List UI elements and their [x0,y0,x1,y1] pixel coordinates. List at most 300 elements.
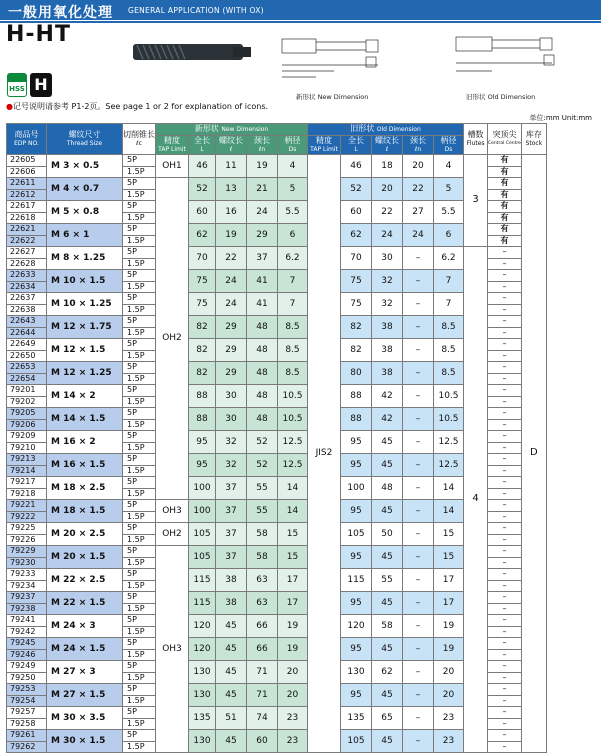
old-thread-length-cell: 24 [372,224,403,247]
old-tap-limit-cell: JIS2 [308,155,341,753]
new-thread-length-cell: 37 [216,546,247,569]
col-center: 突顶尖 Central Centre [488,124,522,155]
edp-cell: 79246 [7,649,47,661]
new-neck-cell: 55 [247,477,278,500]
edp-cell: 22618 [7,212,47,224]
new-length-cell: 130 [189,661,216,684]
chamfer-cell: 1.5P [123,511,156,523]
old-length-cell: 95 [341,638,372,661]
old-length-cell: 130 [341,661,372,684]
center-cell: – [488,270,522,282]
edp-cell: 79210 [7,442,47,454]
old-thread-length-cell: 45 [372,684,403,707]
old-length-cell: 105 [341,730,372,753]
edp-cell: 79217 [7,477,47,489]
new-neck-cell: 24 [247,201,278,224]
chamfer-cell: 5P [123,569,156,581]
new-shank-cell: 8.5 [278,339,308,362]
edp-cell: 79226 [7,534,47,546]
chamfer-cell: 1.5P [123,580,156,592]
edp-cell: 22654 [7,373,47,385]
old-neck-cell: – [403,339,434,362]
center-cell: – [488,615,522,627]
old-thread-length-cell: 45 [372,592,403,615]
new-length-cell: 46 [189,155,216,178]
old-shank-cell: 19 [434,638,464,661]
thread-size-cell: M 8 × 1.25 [47,247,123,270]
edp-cell: 79254 [7,695,47,707]
new-length-cell: 95 [189,454,216,477]
thread-size-cell: M 14 × 2 [47,385,123,408]
new-length-cell: 105 [189,523,216,546]
thread-size-cell: M 3 × 0.5 [47,155,123,178]
thread-size-cell: M 16 × 1.5 [47,454,123,477]
new-thread-length-cell: 13 [216,178,247,201]
new-neck-cell: 63 [247,569,278,592]
edp-cell: 22643 [7,316,47,328]
old-neck-cell: – [403,592,434,615]
edp-cell: 22606 [7,166,47,178]
old-shank-cell: 20 [434,661,464,684]
new-neck-cell: 37 [247,247,278,270]
center-cell: – [488,362,522,374]
center-cell: – [488,477,522,489]
old-neck-cell: – [403,707,434,730]
edp-cell: 79249 [7,661,47,673]
new-dimension-diagram [266,31,396,89]
chamfer-cell: 5P [123,316,156,328]
chamfer-cell: 5P [123,385,156,397]
chamfer-cell: 5P [123,247,156,259]
new-shank-cell: 5.5 [278,201,308,224]
center-cell: – [488,684,522,696]
old-shank-cell: 8.5 [434,316,464,339]
edp-cell: 79234 [7,580,47,592]
old-length-cell: 75 [341,293,372,316]
old-neck-cell: 27 [403,201,434,224]
new-tap-limit-cell: OH1 [156,155,189,178]
spec-table [6,123,547,753]
old-length-cell: 82 [341,316,372,339]
new-neck-cell: 71 [247,661,278,684]
col-stock: 库存 Stock [521,124,546,155]
new-shank-cell: 5 [278,178,308,201]
edp-cell: 79201 [7,385,47,397]
chamfer-cell: 5P [123,615,156,627]
col-old-tap-limit: 精度 TAP Limit [308,136,341,155]
old-length-cell: 88 [341,385,372,408]
edp-cell: 22617 [7,201,47,213]
center-cell: – [488,511,522,523]
new-length-cell: 100 [189,477,216,500]
old-shank-cell: 20 [434,684,464,707]
old-length-cell: 88 [341,408,372,431]
edp-cell: 79218 [7,488,47,500]
new-length-cell: 75 [189,270,216,293]
old-thread-length-cell: 50 [372,523,403,546]
col-thread: 螺纹尺寸 Thread Size [47,124,123,155]
chamfer-cell: 1.5P [123,419,156,431]
col-old-shank: 柄径 Ds [434,136,464,155]
units-label: 单位:mm Unit:mm [529,114,592,122]
old-length-cell: 95 [341,500,372,523]
thread-size-cell: M 12 × 1.25 [47,362,123,385]
old-shank-cell: 6.2 [434,247,464,270]
chamfer-cell: 1.5P [123,672,156,684]
edp-cell: 79262 [7,741,47,753]
thread-size-cell: M 30 × 3.5 [47,707,123,730]
chamfer-cell: 5P [123,201,156,213]
new-neck-cell: 29 [247,224,278,247]
edp-cell: 79233 [7,569,47,581]
new-thread-length-cell: 22 [216,247,247,270]
new-thread-length-cell: 24 [216,270,247,293]
chamfer-cell: 1.5P [123,350,156,362]
center-cell: 有 [488,155,522,167]
edp-cell: 79222 [7,511,47,523]
chamfer-cell: 1.5P [123,258,156,270]
table-row [7,247,547,259]
old-thread-length-cell: 38 [372,362,403,385]
col-edp: 商品号 EDP NO. [7,124,47,155]
center-cell: – [488,707,522,719]
chamfer-cell: 1.5P [123,626,156,638]
new-length-cell: 62 [189,224,216,247]
old-shank-cell: 15 [434,523,464,546]
edp-cell: 79258 [7,718,47,730]
center-cell: – [488,316,522,328]
new-thread-length-cell: 29 [216,316,247,339]
old-length-cell: 115 [341,569,372,592]
new-length-cell: 130 [189,730,216,753]
old-length-cell: 95 [341,546,372,569]
edp-cell: 22634 [7,281,47,293]
new-shank-cell: 23 [278,707,308,730]
edp-cell: 79206 [7,419,47,431]
edp-cell: 22628 [7,258,47,270]
col-flutes: 槽数 Flutes [464,124,488,155]
new-shank-cell: 7 [278,270,308,293]
new-thread-length-cell: 19 [216,224,247,247]
thread-size-cell: M 18 × 1.5 [47,500,123,523]
edp-cell: 79253 [7,684,47,696]
old-shank-cell: 17 [434,569,464,592]
chamfer-cell: 5P [123,362,156,374]
old-length-cell: 95 [341,684,372,707]
edp-cell: 79245 [7,638,47,650]
old-length-cell: 62 [341,224,372,247]
new-thread-length-cell: 38 [216,592,247,615]
new-tap-limit-cell: OH2 [156,178,189,500]
new-neck-cell: 74 [247,707,278,730]
new-length-cell: 82 [189,362,216,385]
col-new-tap-limit: 精度 TAP Limit [156,136,189,155]
old-neck-cell: – [403,500,434,523]
chamfer-cell: 1.5P [123,718,156,730]
center-cell: 有 [488,235,522,247]
new-neck-cell: 71 [247,684,278,707]
new-length-cell: 120 [189,638,216,661]
old-shank-cell: 14 [434,477,464,500]
edp-cell: 79257 [7,707,47,719]
center-cell: – [488,339,522,351]
old-length-cell: 75 [341,270,372,293]
new-thread-length-cell: 37 [216,523,247,546]
thread-size-cell: M 10 × 1.5 [47,270,123,293]
new-neck-cell: 52 [247,431,278,454]
center-cell: – [488,546,522,558]
old-thread-length-cell: 38 [372,339,403,362]
old-neck-cell: – [403,270,434,293]
new-neck-cell: 66 [247,638,278,661]
new-neck-cell: 48 [247,316,278,339]
old-neck-cell: – [403,316,434,339]
thread-size-cell: M 16 × 2 [47,431,123,454]
new-dimension-caption: 新形状 New Dimension [296,93,369,101]
center-cell: – [488,695,522,707]
thread-size-cell: M 27 × 3 [47,661,123,684]
new-thread-length-cell: 45 [216,615,247,638]
chamfer-cell: 5P [123,523,156,535]
center-cell: – [488,569,522,581]
chamfer-cell: 1.5P [123,465,156,477]
edp-cell: 22644 [7,327,47,339]
flutes-cell: 4 [464,247,488,753]
new-thread-length-cell: 45 [216,661,247,684]
center-cell: – [488,327,522,339]
edp-cell: 79250 [7,672,47,684]
thread-size-cell: M 12 × 1.5 [47,339,123,362]
new-shank-cell: 19 [278,638,308,661]
old-thread-length-cell: 22 [372,201,403,224]
new-tap-limit-cell: OH3 [156,546,189,753]
new-shank-cell: 10.5 [278,385,308,408]
thread-size-cell: M 24 × 3 [47,615,123,638]
new-thread-length-cell: 45 [216,730,247,753]
new-thread-length-cell: 16 [216,201,247,224]
thread-size-cell: M 20 × 1.5 [47,546,123,569]
old-shank-cell: 8.5 [434,362,464,385]
chamfer-cell: 5P [123,293,156,305]
col-new-shank: 柄径 Ds [278,136,308,155]
chamfer-cell: 5P [123,408,156,420]
edp-cell: 79261 [7,730,47,742]
thread-size-cell: M 22 × 2.5 [47,569,123,592]
old-neck-cell: 20 [403,155,434,178]
new-length-cell: 75 [189,293,216,316]
new-length-cell: 120 [189,615,216,638]
old-dimension-caption: 旧形状 Old Dimension [466,93,536,101]
old-shank-cell: 7 [434,293,464,316]
new-shank-cell: 15 [278,546,308,569]
center-cell: – [488,649,522,661]
new-length-cell: 60 [189,201,216,224]
new-length-cell: 135 [189,707,216,730]
center-cell: – [488,247,522,259]
old-shank-cell: 17 [434,592,464,615]
edp-cell: 79230 [7,557,47,569]
thread-size-cell: M 30 × 1.5 [47,730,123,753]
old-thread-length-cell: 65 [372,707,403,730]
new-thread-length-cell: 24 [216,293,247,316]
new-neck-cell: 48 [247,385,278,408]
new-shank-cell: 7 [278,293,308,316]
chamfer-cell: 1.5P [123,304,156,316]
new-thread-length-cell: 30 [216,385,247,408]
new-shank-cell: 12.5 [278,454,308,477]
new-length-cell: 115 [189,569,216,592]
new-thread-length-cell: 37 [216,477,247,500]
center-cell: – [488,592,522,604]
thread-size-cell: M 4 × 0.7 [47,178,123,201]
new-neck-cell: 48 [247,362,278,385]
new-neck-cell: 41 [247,270,278,293]
chamfer-cell: 1.5P [123,396,156,408]
old-neck-cell: – [403,431,434,454]
new-neck-cell: 41 [247,293,278,316]
center-cell: 有 [488,224,522,236]
old-neck-cell: – [403,293,434,316]
center-cell: – [488,500,522,512]
new-length-cell: 82 [189,339,216,362]
chamfer-cell: 5P [123,661,156,673]
new-shank-cell: 8.5 [278,362,308,385]
chamfer-cell: 5P [123,339,156,351]
old-thread-length-cell: 58 [372,615,403,638]
edp-cell: 79238 [7,603,47,615]
old-shank-cell: 8.5 [434,339,464,362]
old-dimension-diagram [440,29,575,87]
edp-cell: 22637 [7,293,47,305]
center-cell: – [488,431,522,443]
center-cell: – [488,661,522,673]
new-length-cell: 70 [189,247,216,270]
chamfer-cell: 1.5P [123,166,156,178]
new-shank-cell: 14 [278,477,308,500]
edp-cell: 79221 [7,500,47,512]
old-thread-length-cell: 42 [372,385,403,408]
new-thread-length-cell: 38 [216,569,247,592]
col-chamfer: 切削锥长 ℓc [123,124,156,155]
new-thread-length-cell: 11 [216,155,247,178]
center-cell: – [488,419,522,431]
new-length-cell: 100 [189,500,216,523]
center-cell: – [488,534,522,546]
table-row [7,155,547,167]
old-thread-length-cell: 48 [372,477,403,500]
old-neck-cell: – [403,615,434,638]
edp-cell: 79202 [7,396,47,408]
center-cell: – [488,258,522,270]
chamfer-cell: 1.5P [123,741,156,753]
chamfer-cell: 5P [123,270,156,282]
edp-cell: 22611 [7,178,47,190]
old-length-cell: 95 [341,592,372,615]
center-cell: – [488,523,522,535]
new-shank-cell: 8.5 [278,316,308,339]
old-shank-cell: 5 [434,178,464,201]
new-length-cell: 88 [189,408,216,431]
old-thread-length-cell: 32 [372,293,403,316]
old-thread-length-cell: 45 [372,730,403,753]
chamfer-cell: 5P [123,431,156,443]
chamfer-cell: 5P [123,477,156,489]
new-neck-cell: 55 [247,500,278,523]
edp-cell: 22653 [7,362,47,374]
center-cell: 有 [488,201,522,213]
header-rule [0,21,601,23]
old-neck-cell: 24 [403,224,434,247]
new-neck-cell: 19 [247,155,278,178]
new-shank-cell: 20 [278,684,308,707]
center-cell: – [488,730,522,742]
old-thread-length-cell: 62 [372,661,403,684]
old-neck-cell: – [403,523,434,546]
old-length-cell: 95 [341,431,372,454]
new-thread-length-cell: 32 [216,454,247,477]
edp-cell: 22621 [7,224,47,236]
edp-cell: 22650 [7,350,47,362]
old-neck-cell: – [403,684,434,707]
center-cell: – [488,293,522,305]
new-neck-cell: 52 [247,454,278,477]
old-neck-cell: – [403,408,434,431]
new-length-cell: 105 [189,546,216,569]
edp-cell: 79237 [7,592,47,604]
old-shank-cell: 7 [434,270,464,293]
new-neck-cell: 63 [247,592,278,615]
chamfer-cell: 5P [123,155,156,167]
chamfer-cell: 5P [123,592,156,604]
old-thread-length-cell: 45 [372,454,403,477]
new-thread-length-cell: 29 [216,362,247,385]
chamfer-cell: 5P [123,500,156,512]
old-neck-cell: – [403,569,434,592]
chamfer-cell: 1.5P [123,534,156,546]
chamfer-cell: 1.5P [123,281,156,293]
old-thread-length-cell: 45 [372,546,403,569]
center-cell: 有 [488,166,522,178]
old-shank-cell: 6 [434,224,464,247]
new-tap-limit-cell: OH2 [156,523,189,546]
center-cell: – [488,304,522,316]
thread-size-cell: M 14 × 1.5 [47,408,123,431]
center-cell: – [488,396,522,408]
center-cell: – [488,718,522,730]
model-name: H-HT [6,22,71,47]
old-shank-cell: 15 [434,546,464,569]
new-thread-length-cell: 51 [216,707,247,730]
old-neck-cell: – [403,385,434,408]
center-cell: – [488,281,522,293]
chamfer-cell: 1.5P [123,488,156,500]
h-icon: H [30,73,52,97]
center-cell: – [488,385,522,397]
old-neck-cell: 22 [403,178,434,201]
center-cell: 有 [488,178,522,190]
old-length-cell: 100 [341,477,372,500]
edp-cell: 22649 [7,339,47,351]
old-thread-length-cell: 38 [372,316,403,339]
col-old-length: 全长 L [341,136,372,155]
old-thread-length-cell: 42 [372,408,403,431]
new-length-cell: 52 [189,178,216,201]
old-length-cell: 95 [341,454,372,477]
edp-cell: 79213 [7,454,47,466]
center-cell: – [488,373,522,385]
chamfer-cell: 5P [123,684,156,696]
old-shank-cell: 5.5 [434,201,464,224]
